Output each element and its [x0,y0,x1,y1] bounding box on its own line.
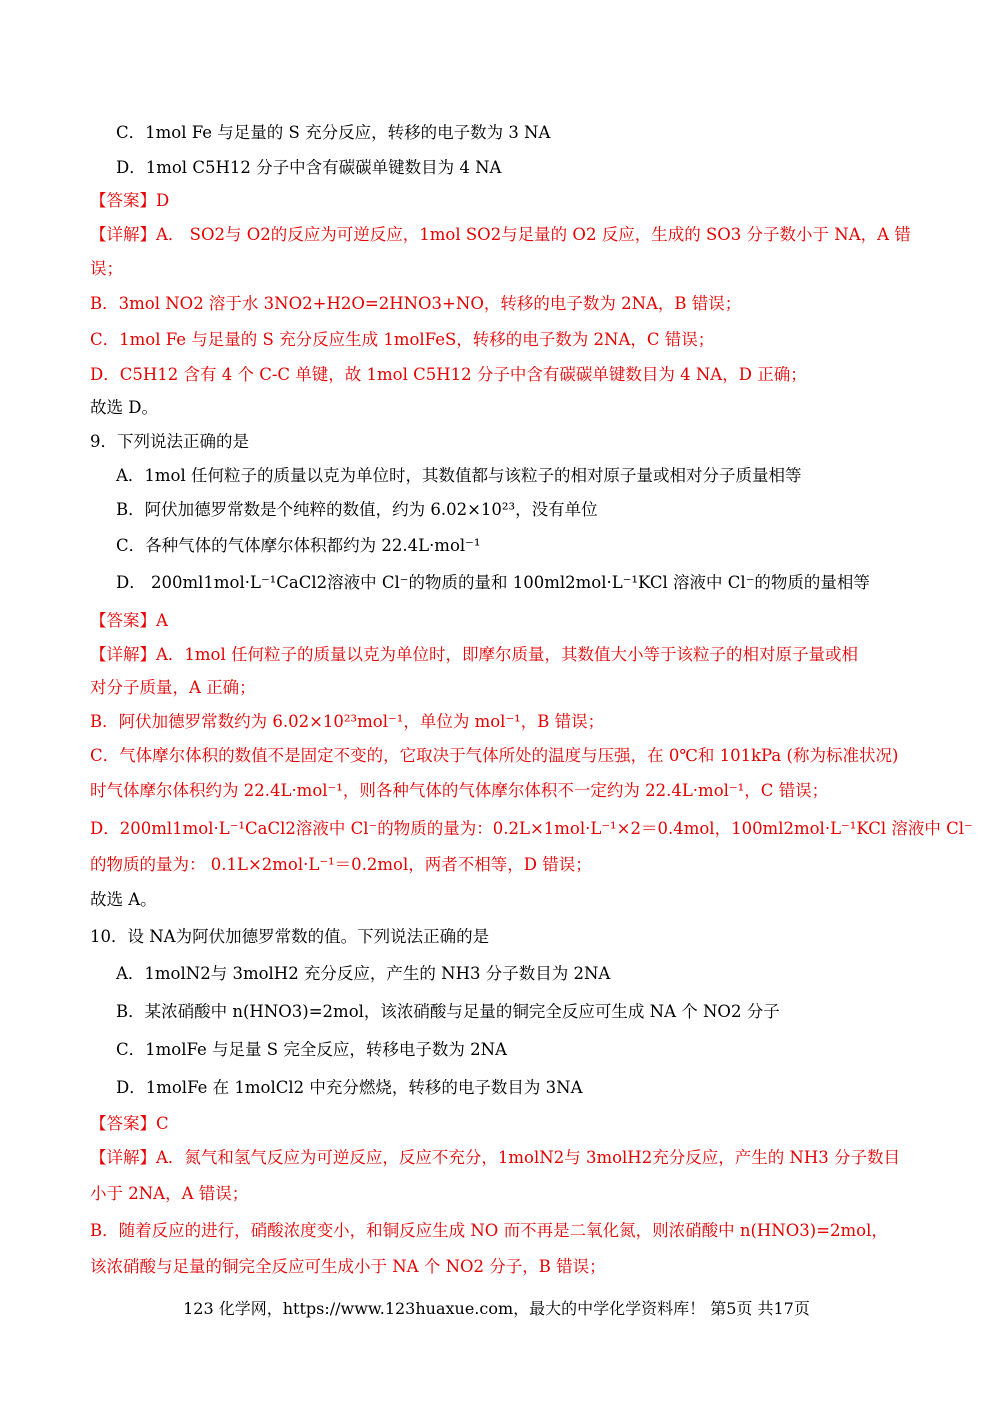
option-line: B．阿伏加德罗常数是个纯粹的数值，约为 6.02×10²³，没有单位 [116,500,598,519]
explanation-line: 对分子质量，A 正确； [90,678,256,697]
explanation-line: C．气体摩尔体积的数值不是固定不变的，它取决于气体所处的温度与压强，在 0℃和 101kPa (称为标准状况) [90,746,899,765]
conclusion-line: 故选 A。 [90,890,157,909]
option-line: D．1mol C5H12 分子中含有碳碳单键数目为 4 NA [116,158,502,177]
option-line: A．1molN2与 3molH2 充分反应，产生的 NH3 分子数目为 2NA [116,964,611,983]
explanation-line: B．随着反应的进行，硝酸浓度变小，和铜反应生成 NO 而不再是二氧化氮，则浓硝酸中 n(HNO3)=2mol， [90,1221,888,1240]
explanation-line: 小于 2NA，A 错误； [90,1184,249,1203]
explanation-line: C．1mol Fe 与足量的 S 充分反应生成 1molFeS，转移的电子数为 2NA，C 错误； [90,330,715,349]
option-line: C．各种气体的气体摩尔体积都约为 22.4L·mol⁻¹ [116,536,481,555]
conclusion-line: 故选 D。 [90,398,158,417]
answer-label: 【答案】A [90,611,168,630]
answer-label: 【答案】C [90,1114,169,1133]
explanation-line: D．200ml1mol·L⁻¹CaCl2溶液中 Cl⁻的物质的量为：0.2L×1mol·L⁻¹×2＝0.4mol，100ml2mol·L⁻¹KCl 溶液中 Cl⁻ [90,819,973,838]
option-line: C．1molFe 与足量 S 完全反应，转移电子数为 2NA [116,1040,507,1059]
question-title: 9．下列说法正确的是 [90,432,249,451]
option-line: A．1mol 任何粒子的质量以克为单位时，其数值都与该粒子的相对原子量或相对分子质量相等 [116,466,802,485]
explanation-line: 该浓硝酸与足量的铜完全反应可生成小于 NA 个 NO2 分子，B 错误； [90,1257,606,1276]
explanation-line: 【详解】A． SO2与 O2的反应为可逆反应，1mol SO2与足量的 O2 反应，生成的 SO3 分子数小于 NA，A 错 [90,225,911,244]
option-line: D． 200ml1mol·L⁻¹CaCl2溶液中 Cl⁻的物质的量和 100ml2mol·L⁻¹KCl 溶液中 Cl⁻的物质的量相等 [116,573,870,592]
explanation-line: B．3mol NO2 溶于水 3NO2+H2O=2HNO3+NO，转移的电子数为 2NA，B 错误； [90,294,742,313]
explanation-line: 时气体摩尔体积约为 22.4L·mol⁻¹，则各种气体的气体摩尔体积不一定约为 22.4L·mol⁻¹，C 错误； [90,781,829,800]
option-line: B．某浓硝酸中 n(HNO3)=2mol，该浓硝酸与足量的铜完全反应可生成 NA 个 NO2 分子 [116,1002,780,1021]
explanation-line: 误； [90,259,123,278]
option-line: D．1molFe 在 1molCl2 中充分燃烧，转移的电子数目为 3NA [116,1078,583,1097]
answer-label: 【答案】D [90,191,170,210]
option-line: C．1mol Fe 与足量的 S 充分反应，转移的电子数为 3 NA [116,123,551,142]
explanation-line: 【详解】A．氮气和氢气反应为可逆反应，反应不充分，1molN2与 3molH2充分反应，产生的 NH3 分子数目 [90,1148,901,1167]
explanation-line: 的物质的量为： 0.1L×2mol·L⁻¹＝0.2mol，两者不相等，D 错误； [90,855,592,874]
explanation-line: D．C5H12 含有 4 个 C-C 单键，故 1mol C5H12 分子中含有碳碳单键数目为 4 NA，D 正确； [90,365,807,384]
page-footer: 123 化学网，https://www.123huaxue.com，最大的中学化学资料库！ 第5页 共17页 [183,1299,810,1318]
question-title: 10．设 NA为阿伏加德罗常数的值。下列说法正确的是 [90,927,490,946]
explanation-line: 【详解】A．1mol 任何粒子的质量以克为单位时，即摩尔质量，其数值大小等于该粒子的相对原子量或相 [90,645,859,664]
explanation-line: B．阿伏加德罗常数约为 6.02×10²³mol⁻¹，单位为 mol⁻¹，B 错误； [90,712,605,731]
